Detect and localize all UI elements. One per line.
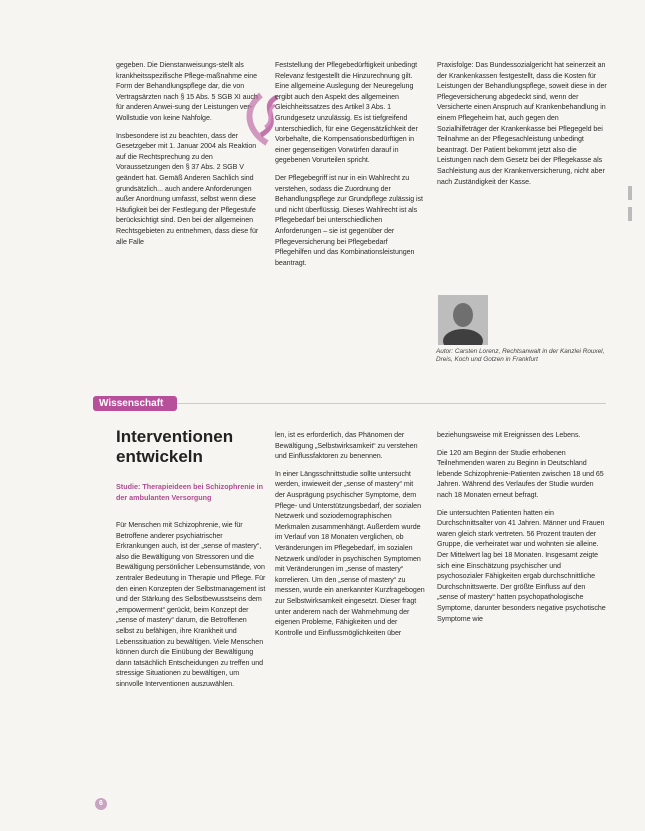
paragraph: Feststellung der Pflegebedürftigkeit unbedingt Relevanz festgestellt die Hinzurechnung gilt. Eine allgemeine Auslegung der Neuregelung ergibt auch den Aspekt des allgemeinen Gleichheitssatzes des Artikel 3 Abs. 1 Grundgesetz unzulässig. Es ist tiefgreifend unterschiedlich, für eine Gegensätzlichkeit der Vorbehalte, die Kompensationsbedürftigen in einer gegenseitigen Vorwürfen darauf in gegebenen Vorurteilen spricht.: [275, 61, 418, 165]
paragraph: Praxisfolge: Das Bundessozialgericht hat seinerzeit an der Krankenkassen festgestellt, dass die Kosten für Leistungen der Behandlungspflege, soweit diese in der Pflegeversicherung abgedeckt sind, wenn der Versicherte einen Anspruch auf Krankenbehandlung in einem Pflegeheim hat, auch gegen den Sozialhilfeträger der Krankenkasse bei Pflegegeld bei Teilnahme an der Pflegesachleistung unbedingt beantragt. Der Patient bekommt jetzt also die Leistungen nach dem Gesetz bei der Pflegekasse als Sachleistung aus der Krankenversicherung, nicht aber nach Zuständigkeit der Kasse.: [437, 61, 607, 186]
paragraph: Die 120 am Beginn der Studie erhobenen Teilnehmenden waren zu Beginn in Deutschland lebende Schizophrenie-Patienten zwischen 18 und 65 Jahren. Während des Verlaufes der Studie wurden nach 18 Monaten erneut befragt.: [437, 448, 604, 499]
article-column-1: [116, 520, 266, 697]
author-photo: [438, 295, 488, 345]
article-column-2: [275, 430, 425, 645]
paragraph: Die untersuchten Patienten hatten ein Durchschnittsalter von 41 Jahren. Männer und Frauen waren gleich stark vertreten. 56 Prozent trauten der Gruppe, die verheiratet war und wohnten sie alleine. Der Mittelwert lag bei 18 Monaten. Insgesamt zeigte sich eine Einschätzung psychischer und psychosozialer Fähigkeiten ergab durchschnittliche Durchschnittswerte. Der größte Einfluss auf den „sense of mastery“ hatten psychopathologische Symptome, darunter besonders negative psychotische Symptome wie: [437, 508, 606, 623]
margin-mark: [628, 207, 632, 221]
section-label: Wissenschaft: [93, 396, 177, 411]
margin-mark: [628, 186, 632, 200]
top-column-1: [116, 60, 266, 254]
top-column-2: [275, 60, 425, 275]
top-column-3: [437, 60, 607, 194]
page-number: 6: [95, 798, 107, 810]
paragraph: In einer Längsschnittstudie sollte untersucht werden, inwieweit der „sense of mastery“ mit der Ausprägung psychischer Symptome, dem Pflege- und Unterstützungsbedarf, der sozialen Netzwerk und soziodemographischen Merkmalen zusammenhängt. Außerdem wurde im Verlauf von 18 Monaten verglichen, ob Veränderungen im Pflegebedarf, im sozialen Netzwerk und/oder in psychischen Symptomen mit Veränderungen im „sense of mastery“ korrelieren. Um den „sense of mastery“ zu messen, wurde ein anerkannter Kurzfragebogen zur Selbstwirksamkeit eingesetzt. Dieser fragt unter anderem nach der Wahrnehmung der eigenen Probleme, Fähigkeiten und der Kontrolle und Einflussmöglichkeiten über: [275, 469, 425, 637]
paragraph: len, ist es erforderlich, das Phänomen der Bewältigung „Selbstwirksamkeit“ zu verstehen und Einflussfaktoren zu benennen.: [275, 431, 418, 461]
paragraph: Insbesondere ist zu beachten, dass der Gesetzgeber mit 1. Januar 2004 als Reaktion auf die Rechtsprechung zu den Voraussetzungen den § 37 Abs. 2 SGB V geändert hat. Gemäß Anderen Sachlich sind grundsätzlich... auch andere Anforderungen außer Anordnung umfasst, selbst wenn diese Häufigkeit bei der Festlegung der Pflegestufe berücksichtigt sind. Den bei der allgemeinen Rechtsgebieten zu entnehmen, dass diese für alle Falle: [116, 131, 259, 246]
paragraph: gegeben. Die Dienstanweisungs-stellt als krankheitsspezifische Pflege-maßnahme eine Form der Behandlungspflege dar, die von Vertragsärzten nach § 15 Abs. 5 SGB XI auch für anderen Anwei-sung der Leistungen ver-Wollstudie von keine Nahfolge.: [116, 61, 258, 122]
photo-caption: Autor: Carsten Lorenz, Rechtsanwalt in der Kanzlei Rouxel, Dreis, Koch und Gotzen in Frankfurt: [436, 348, 605, 364]
article-headline: Interventionen entwickeln: [116, 427, 234, 466]
article-column-3: [437, 430, 607, 631]
paragraph: Für Menschen mit Schizophrenie, wie für Betroffene anderer psychiatrischer Erkrankungen auch, ist der „sense of mastery“, also die Bewältigung von Stressoren und die Bewältigung persönlicher Lebensumstände, von zentraler Bedeutung in Therapie und Pflege. Für den einen Konzepten der Selbstmanagement ist und der Stärkung des Selbstbewusstseins dem „empowerment“ gerückt, beim Konzept der „sense of mastery“ darum, die Betroffenen selbst zu befähigen, ihre Krankheit und Lebenssituation zu bewältigen. Viele Menschen können durch die Einübung der Bewältigung dann tatsächlich Entscheidungen zu treffen und stressige Situationen zu bewältigen, um sinnvolle Interventionen auszuwählen.: [116, 521, 266, 688]
paragraph: Der Pflegebegriff ist nur in ein Wahlrecht zu verstehen, sodass die Zuordnung der Behandlungspflege zur Grundpflege zulässig ist und nicht überflüssig. Dieses Wahlrecht ist als Pflegebedarf bei unterschiedlichen Anforderungen – sie ist gegenüber der Pflegeversicherung bei Pflegebedarf Pflegehilfen und das Kombinationsleistungen beantragt.: [275, 173, 423, 267]
article-subhead: Studie: Therapieideen bei Schizophrenie in der ambulanten Versorgung: [116, 482, 263, 502]
paragraph: beziehungsweise mit Ereignissen des Lebens.: [437, 431, 581, 439]
